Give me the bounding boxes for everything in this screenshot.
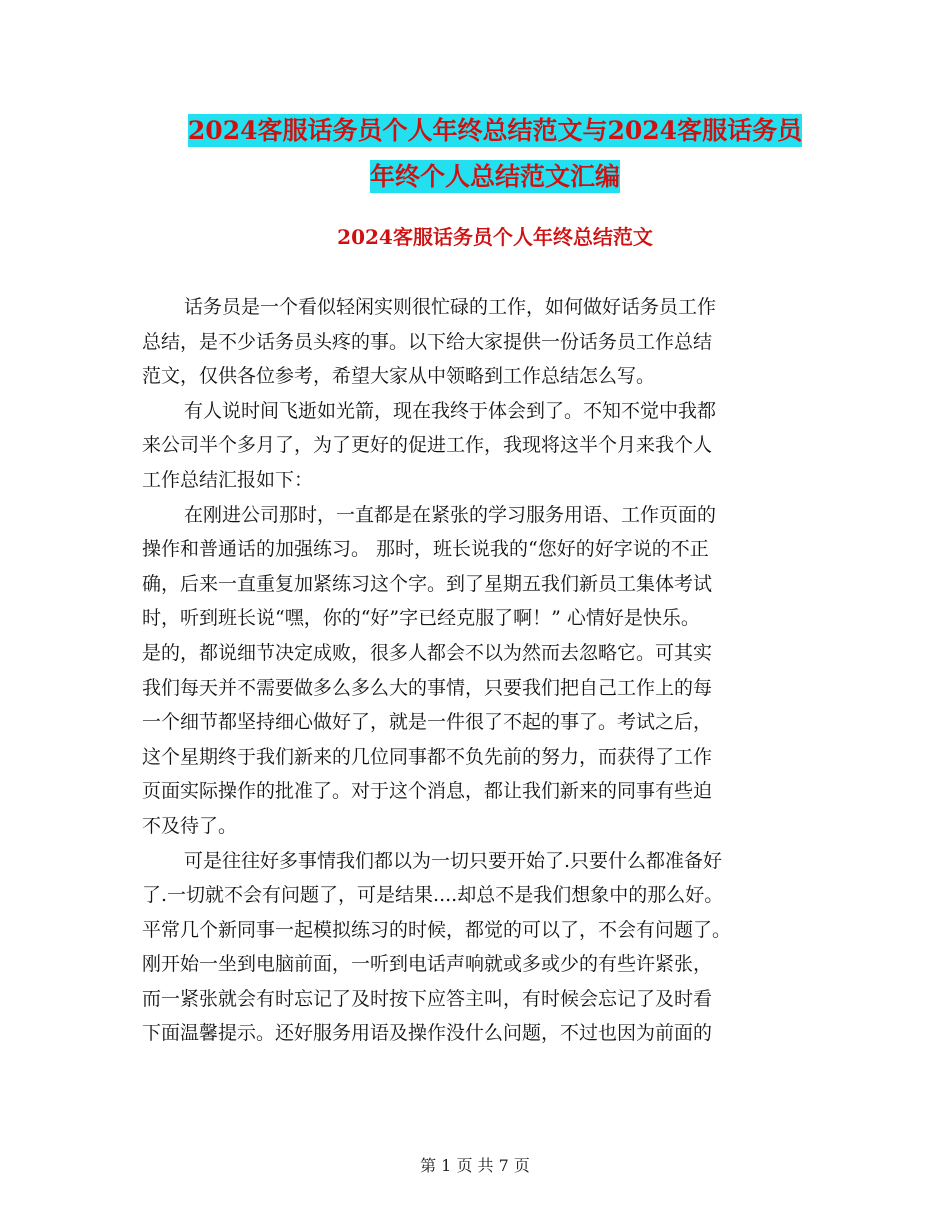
body-text-line: 话务员是一个看似轻闲实则很忙碌的工作，如何做好话务员工作 bbox=[184, 296, 717, 318]
body-text-line: 可是往往好多事情我们都以为一切只要开始了.只要什么都准备好 bbox=[184, 849, 723, 872]
document-body bbox=[142, 290, 806, 1051]
body-text-line: 平常几个新同事一起模拟练习的时候，都觉的可以了，不会有问题了。 bbox=[142, 918, 732, 941]
body-text-line: 工作总结汇报如下： bbox=[142, 468, 314, 491]
body-text-line: 有人说时间飞逝如光箭，现在我终于体会到了。不知不觉中我都 bbox=[184, 399, 717, 422]
body-text-line: 总结，是不少话务员头疼的事。以下给大家提供一份话务员工作总结 bbox=[142, 330, 713, 353]
page-number-footer: 第 1 页 共 7 页 bbox=[420, 1156, 530, 1175]
body-text-line: 我们每天并不需要做多么多么大的事情，只要我们把自己工作上的每 bbox=[142, 676, 713, 699]
body-text-line: 操作和普通话的加强练习。 那时，班长说我的“您好的好字说的不正 bbox=[142, 538, 709, 561]
body-text-line: 而一紧张就会有时忘记了及时按下应答主叫，有时候会忘记了及时看 bbox=[142, 987, 713, 1010]
body-text-line: 不及待了。 bbox=[142, 814, 238, 837]
body-text-line: 是的，都说细节决定成败，很多人都会不以为然而去忽略它。可其实 bbox=[142, 641, 713, 664]
document-title-line-2: 年终个人总结范文汇编 bbox=[369, 162, 620, 191]
body-text-line: 时，听到班长说“嘿，你的“好”字已经克服了啊！” 心情好是快乐。 bbox=[142, 607, 700, 630]
body-text-line: 在刚进公司那时，一直都是在紧张的学习服务用语、工作页面的 bbox=[184, 503, 717, 526]
body-text-line: 下面温馨提示。还好服务用语及操作没什么问题，不过也因为前面的 bbox=[142, 1022, 713, 1045]
document-title bbox=[140, 108, 850, 200]
body-text-line: 刚开始一坐到电脑前面，一听到电话声响就或多或少的有些许紧张， bbox=[142, 953, 713, 976]
body-text-line: 了.一切就不会有问题了，可是结果....却总不是我们想象中的那么好。 bbox=[142, 884, 724, 907]
section-title: 2024客服话务员个人年终总结范文 bbox=[337, 225, 653, 249]
document-title-line-1: 2024客服话务员个人年终总结范文与2024客服话务员 bbox=[187, 116, 803, 145]
body-text-line: 来公司半个多月了，为了更好的促进工作，我现将这半个月来我个人 bbox=[142, 434, 713, 457]
body-text-line: 这个星期终于我们新来的几位同事都不负先前的努力，而获得了工作 bbox=[142, 745, 713, 768]
body-text-line: 一个细节都坚持细心做好了，就是一件很了不起的事了。考试之后， bbox=[142, 711, 713, 734]
body-text-line: 范文，仅供各位参考，希望大家从中领略到工作总结怎么写。 bbox=[142, 365, 656, 388]
body-text-line: 确，后来一直重复加紧练习这个字。到了星期五我们新员工集体考试 bbox=[142, 572, 713, 595]
body-text-line: 页面实际操作的批准了。对于这个消息，都让我们新来的同事有些迫 bbox=[142, 780, 713, 803]
